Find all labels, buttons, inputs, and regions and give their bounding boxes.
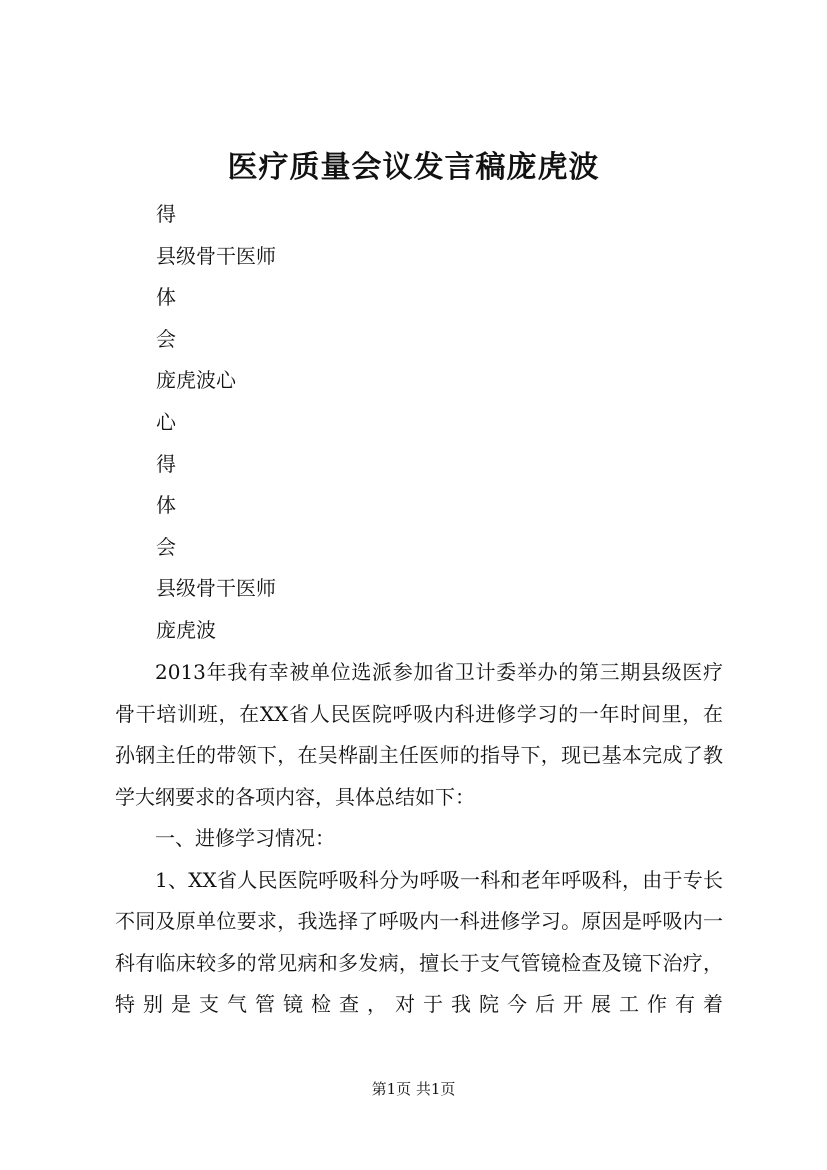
heading-lines — [156, 194, 276, 652]
short-line: 得 — [156, 202, 176, 226]
short-line: 会 — [156, 534, 176, 559]
short-line: 县级骨干医师 — [156, 243, 276, 268]
short-line: 体 — [156, 285, 176, 310]
page-footer: 第1页 共1页 — [371, 1080, 456, 1098]
document-title: 医疗质量会议发言稿庞虎波 — [227, 150, 600, 185]
short-line: 县级骨干医师 — [156, 576, 276, 601]
short-line: 庞虎波 — [156, 617, 216, 642]
short-line: 会 — [156, 326, 176, 351]
paragraph-intro: 2013年我有幸被单位选派参加省卫计委举办的第三期县级医疗骨干培训班，在XX省人民医院呼吸内科进修学习的一年时间里，在孙钢主任的带领下，在吴桦副主任医师的指导下，现已基本完成了教学大纲要求的各项内容，具体总结如下： — [115, 660, 723, 809]
body-text — [115, 652, 723, 1026]
paragraph-section-1: 1、XX省人民医院呼吸科分为呼吸一科和老年呼吸科，由于专长不同及原单位要求，我选择了呼吸内一科进修学习。原因是呼吸内一科有临床较多的常见病和多发病，擅长于支气管镜检查及镜下治疗，特别是支气管镜检查，对于我院今后开展工作有着 — [115, 867, 723, 1016]
short-line: 体 — [156, 493, 176, 518]
section-heading: 一、进修学习情况： — [155, 826, 335, 850]
short-line: 庞虎波心 — [156, 368, 236, 393]
short-line: 心 — [156, 409, 176, 434]
short-line: 得 — [156, 451, 176, 476]
